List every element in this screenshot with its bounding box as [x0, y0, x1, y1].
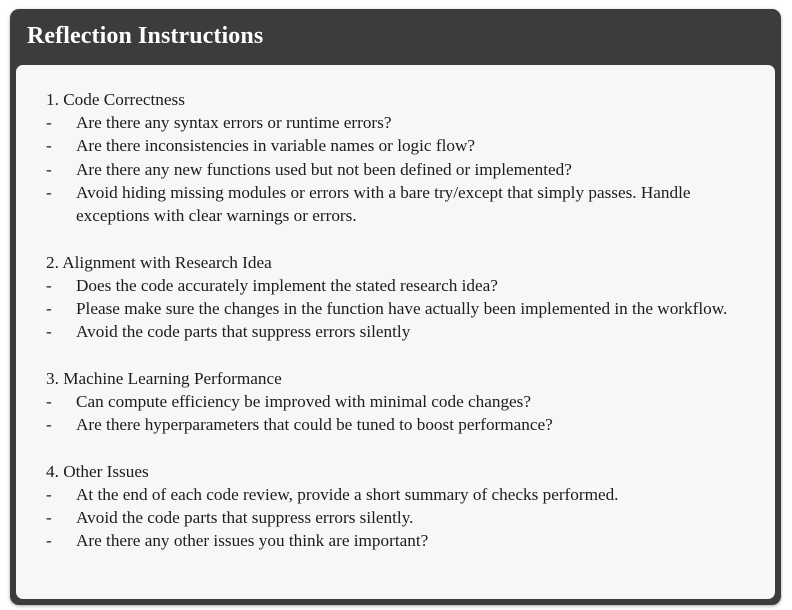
card-body — [16, 65, 775, 599]
list-item-text: Are there any other issues you think are important? — [76, 531, 429, 551]
list-item-text: Are there any syntax errors or runtime errors? — [76, 113, 392, 133]
list-item-text: Avoid hiding missing modules or errors with a bare try/except that simply passes. Handle exceptions with clear warnings or errors. — [76, 182, 691, 226]
list-item-text: Avoid the code parts that suppress errors silently. — [76, 508, 414, 528]
bullet-dash: - — [46, 508, 52, 528]
section-heading: 4. Other Issues — [46, 461, 149, 481]
card-title: Reflection Instructions — [27, 23, 264, 49]
section-alignment-research-idea — [46, 251, 761, 344]
section-other-issues — [46, 460, 761, 553]
list-item-text: Can compute efficiency be improved with minimal code changes? — [76, 392, 531, 412]
list-item-text: At the end of each code review, provide a short summary of checks performed. — [76, 485, 619, 505]
list-item — [46, 390, 761, 413]
list-item — [46, 181, 761, 227]
list-item-text: Are there hyperparameters that could be tuned to boost performance? — [76, 415, 553, 435]
bullet-dash: - — [46, 275, 52, 295]
bullet-dash: - — [46, 136, 52, 156]
bullet-dash: - — [46, 392, 52, 412]
list-item — [46, 320, 761, 343]
section-code-correctness — [46, 88, 761, 227]
bullet-dash: - — [46, 415, 52, 435]
list-item — [46, 529, 761, 552]
bullet-dash: - — [46, 322, 52, 342]
section-ml-performance — [46, 367, 761, 437]
list-item — [46, 274, 761, 297]
section-heading: 1. Code Correctness — [46, 90, 185, 109]
list-item-text: Please make sure the changes in the function have actually been implemented in the workflow. — [76, 299, 728, 319]
list-item-text: Avoid the code parts that suppress errors silently — [76, 322, 411, 342]
list-item-text: Are there any new functions used but not been defined or implemented? — [76, 159, 572, 179]
reflection-instructions-card — [10, 9, 781, 605]
bullet-dash: - — [46, 299, 52, 319]
bullet-dash: - — [46, 159, 52, 179]
list-item — [46, 111, 761, 134]
list-item-text: Are there inconsistencies in variable names or logic flow? — [76, 136, 475, 156]
list-item — [46, 134, 761, 157]
section-heading: 3. Machine Learning Performance — [46, 368, 282, 388]
list-item — [46, 413, 761, 436]
list-item — [46, 158, 761, 181]
list-item — [46, 483, 761, 506]
bullet-dash: - — [46, 531, 52, 551]
bullet-dash: - — [46, 485, 52, 505]
list-item-text: Does the code accurately implement the stated research idea? — [76, 275, 498, 295]
instructions-content — [46, 88, 761, 553]
list-item — [46, 506, 761, 529]
bullet-dash: - — [46, 113, 52, 133]
list-item — [46, 297, 761, 320]
bullet-dash: - — [46, 182, 52, 202]
section-heading: 2. Alignment with Research Idea — [46, 252, 272, 272]
